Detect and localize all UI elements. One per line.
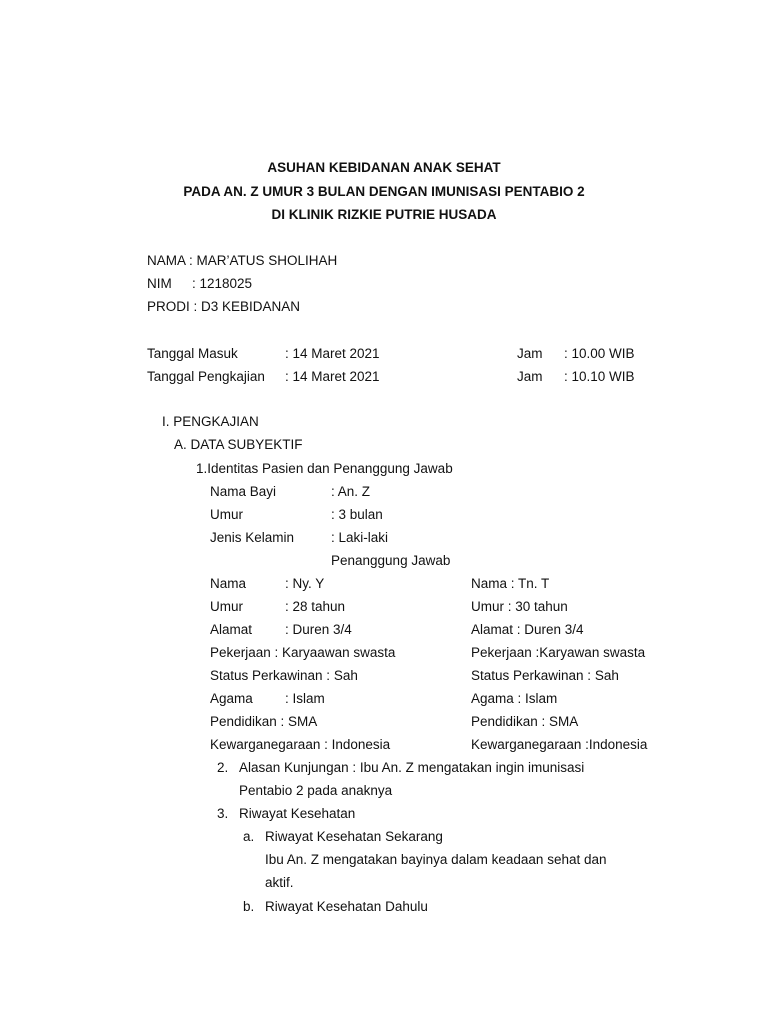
riwayat-dahulu-label: Riwayat Kesehatan Dahulu [265,899,428,914]
jam-masuk-label: Jam [517,346,543,361]
sub-a-letter: a. [243,829,255,844]
item-3-number: 3. [217,806,229,821]
ayah-nama: Nama : Tn. T [471,576,550,591]
ayah-pendidikan: Pendidikan : SMA [471,714,579,729]
ibu-umur-value: : 28 tahun [285,599,346,614]
title-line-1: ASUHAN KEBIDANAN ANAK SEHAT [267,160,501,175]
ibu-pekerjaan: Pekerjaan : Karyaawan swasta [210,645,396,660]
title-line-2: PADA AN. Z UMUR 3 BULAN DENGAN IMUNISASI PENTABIO 2 [183,184,585,199]
ibu-alamat-value: : Duren 3/4 [285,622,352,637]
tanggal-pengkajian-value: : 14 Maret 2021 [285,369,380,384]
bayi-umur-label: Umur [210,507,243,522]
jam-pengkajian-value: : 10.10 WIB [564,369,635,384]
section-data-subyektif: A. DATA SUBYEKTIF [174,437,303,452]
bayi-nama-label: Nama Bayi [210,484,277,499]
ibu-nama-label: Nama [210,576,247,591]
bayi-jk-label: Jenis Kelamin [210,530,295,545]
ayah-pekerjaan: Pekerjaan :Karyawan swasta [471,645,646,660]
ibu-kewarganegaraan: Kewarganegaraan : Indonesia [210,737,391,752]
student-name: NAMA : MAR’ATUS SHOLIHAH [147,253,338,268]
item-2-number: 2. [217,760,229,775]
ibu-nama-value: : Ny. Y [285,576,325,591]
alasan-kunjungan-line-2: Pentabio 2 pada anaknya [239,783,393,798]
ayah-status: Status Perkawinan : Sah [471,668,619,683]
bayi-jk-value: : Laki-laki [331,530,389,545]
ibu-agama-label: Agama [210,691,253,706]
ibu-umur-label: Umur [210,599,243,614]
riwayat-kesehatan-label: Riwayat Kesehatan [239,806,356,821]
ibu-agama-value: : Islam [285,691,325,706]
tanggal-masuk-value: : 14 Maret 2021 [285,346,380,361]
student-nim-label: NIM [147,276,172,291]
jam-pengkajian-label: Jam [517,369,543,384]
ibu-pendidikan: Pendidikan : SMA [210,714,318,729]
ayah-kewarganegaraan: Kewarganegaraan :Indonesia [471,737,648,752]
jam-masuk-value: : 10.00 WIB [564,346,635,361]
penanggung-heading: Penanggung Jawab [331,553,451,568]
bayi-nama-value: : An. Z [331,484,371,499]
tanggal-pengkajian-label: Tanggal Pengkajian [147,369,265,384]
ayah-alamat: Alamat : Duren 3/4 [471,622,584,637]
tanggal-masuk-label: Tanggal Masuk [147,346,238,361]
ayah-umur: Umur : 30 tahun [471,599,568,614]
riwayat-sekarang-label: Riwayat Kesehatan Sekarang [265,829,443,844]
student-prodi: PRODI : D3 KEBIDANAN [147,299,301,314]
title-line-3: DI KLINIK RIZKIE PUTRIE HUSADA [271,207,497,222]
sub-b-letter: b. [243,899,255,914]
riwayat-sekarang-text-1: Ibu An. Z mengatakan bayinya dalam keadaan sehat dan [265,852,607,867]
student-nim-value: : 1218025 [192,276,253,291]
alasan-kunjungan-line-1: Alasan Kunjungan : Ibu An. Z mengatakan ingin imunisasi [239,760,585,775]
riwayat-sekarang-text-2: aktif. [265,875,294,890]
item-identitas: 1.Identitas Pasien dan Penanggung Jawab [196,461,453,476]
bayi-umur-value: : 3 bulan [331,507,383,522]
ayah-agama: Agama : Islam [471,691,558,706]
section-pengkajian: I. PENGKAJIAN [162,414,259,429]
ibu-alamat-label: Alamat [210,622,253,637]
ibu-status: Status Perkawinan : Sah [210,668,358,683]
